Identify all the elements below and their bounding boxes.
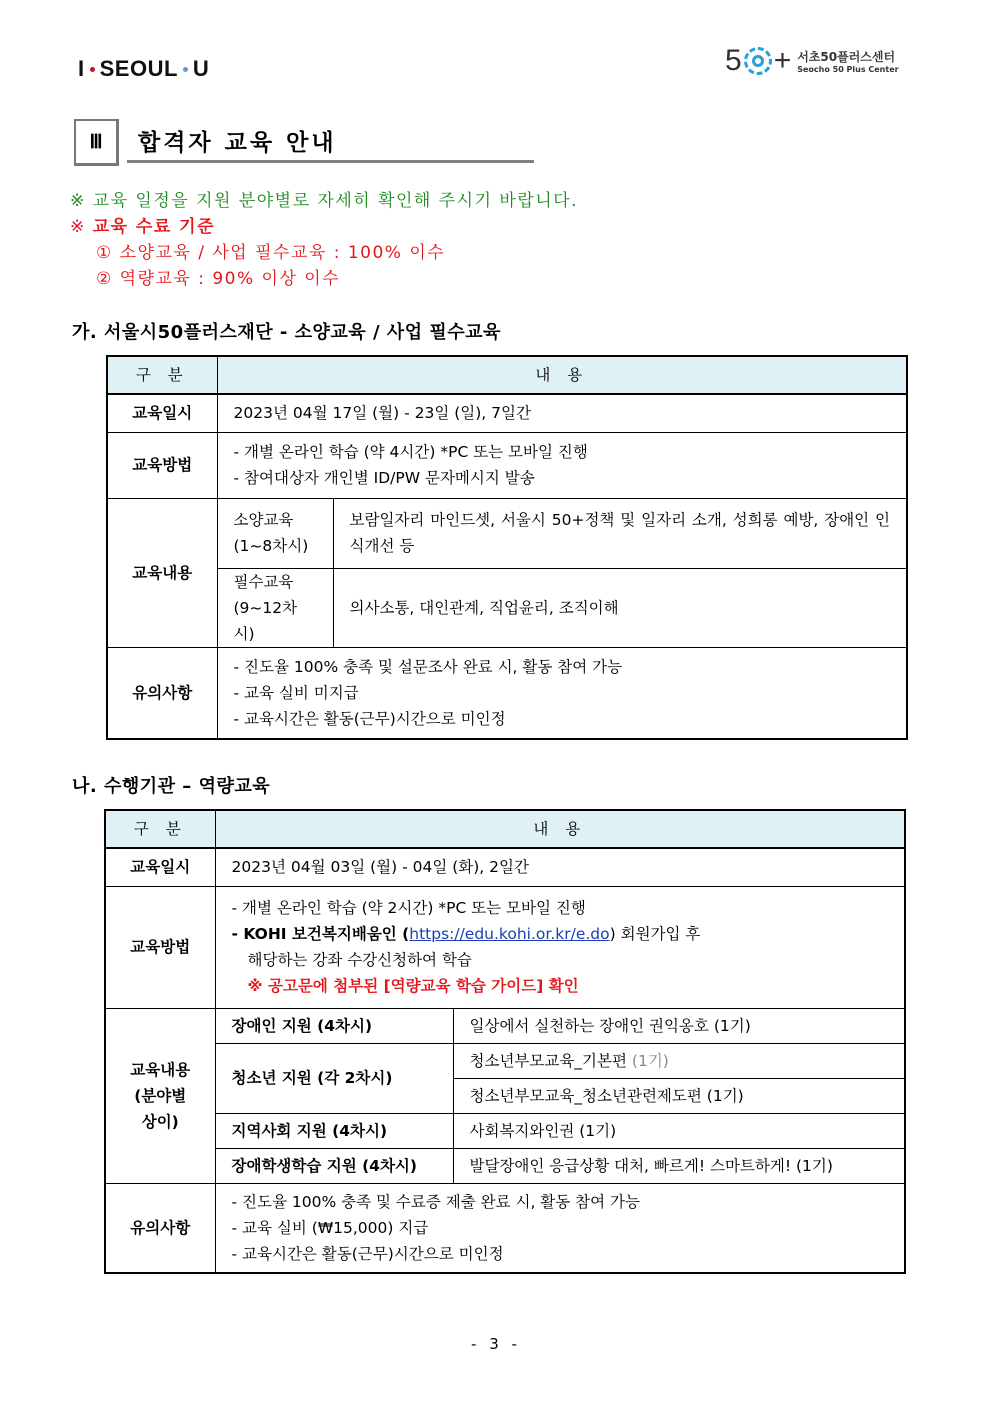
method-line: - 참여대상자 개인별 ID/PW 문자메시지 발송: [233, 469, 535, 487]
content-type-name: 소양교육: [233, 511, 294, 529]
logo-plus: +: [773, 44, 792, 77]
criteria-item-2: ② 역량교육 : 90% 이상 이수: [96, 269, 341, 289]
row-label: 교육방법: [105, 886, 215, 1008]
course-term: (1기): [796, 1156, 833, 1175]
section-underline: [127, 160, 534, 163]
table-header-row: [107, 356, 907, 394]
completion-criteria-heading: [70, 214, 215, 240]
label-line: 교육내용: [130, 1060, 191, 1079]
kohi-label: - KOHI 보건복지배움인 (: [231, 925, 410, 943]
row-label: 교육방법: [107, 432, 217, 498]
course-name: 일상에서 실천하는 장애인 권익옹호: [469, 1016, 709, 1035]
table-row: [105, 886, 905, 1008]
course-name: 사회복지와인권: [469, 1121, 575, 1140]
logo-part-u: U: [192, 56, 210, 81]
content-type: [217, 498, 333, 568]
table-a-title: 가. 서울시50플러스재단 - 소양교육 / 사업 필수교육: [72, 322, 501, 343]
note-line: - 교육 실비 미지급: [233, 683, 359, 702]
course-term: (1기): [706, 1086, 744, 1105]
table-row: [107, 394, 907, 432]
schedule-notice: ※ 교육 일정을 지원 분야별로 자세히 확인해 주시기 바랍니다.: [70, 191, 579, 211]
note-line: - 진도율 100% 충족 및 설문조사 완료 시, 활동 참여 가능: [233, 657, 623, 676]
center-name: [797, 48, 898, 74]
criteria-title: 교육 수료 기준: [92, 217, 216, 237]
header-content: 내 용: [217, 356, 907, 394]
logo-dot-blue: [183, 67, 188, 72]
content-description: 보람일자리 마인드셋, 서울시 50+정책 및 일자리 소개, 성희롱 예방, 장애인 인식개선 등: [333, 498, 907, 568]
header-category: 구 분: [105, 810, 215, 848]
note-line: - 교육시간은 활동(근무)시간으로 미인정: [233, 709, 506, 728]
i-seoul-u-logo: [78, 56, 209, 82]
course-cell: [453, 1113, 905, 1148]
page-number: - 3 -: [471, 1335, 521, 1353]
support-field: 장애학생학습 지원 (4차시): [215, 1148, 453, 1183]
header-content: 내 용: [215, 810, 905, 848]
row-label: [105, 1008, 215, 1183]
table-row: [105, 1148, 905, 1183]
education-method: [215, 886, 905, 1008]
content-type-name: 필수교육: [233, 572, 294, 591]
course-term: (1기): [713, 1016, 751, 1035]
course-term: (1기): [579, 1121, 617, 1140]
label-line: 상이): [141, 1112, 179, 1131]
kohi-link[interactable]: https://edu.kohi.or.kr/e.do: [409, 925, 610, 943]
label-line: (분야별: [134, 1086, 187, 1105]
table-header-row: [105, 810, 905, 848]
table-row: [107, 568, 907, 647]
signup-text: ) 회원가입 후: [609, 925, 701, 943]
section-numeral: Ⅲ: [74, 119, 119, 166]
content-type-sessions: (1~8차시): [233, 537, 309, 555]
logo-five: 5: [725, 44, 742, 77]
logo-dot-red: [90, 67, 95, 72]
method-line: 해당하는 강좌 수강신청하여 학습: [247, 951, 472, 969]
table-row: [107, 647, 907, 739]
table-row: [107, 432, 907, 498]
header-category: 구 분: [107, 356, 217, 394]
table-b: [104, 809, 906, 1274]
row-label: 유의사항: [105, 1183, 215, 1273]
support-field: 청소년 지원 (각 2차시): [215, 1043, 453, 1113]
course-term: (1기): [631, 1051, 669, 1070]
table-row: [105, 848, 905, 886]
method-line: - 개별 온라인 학습 (약 4시간) *PC 또는 모바일 진행: [233, 443, 588, 461]
course-name: 발달장애인 응급상황 대처, 빠르게! 스마트하게!: [469, 1156, 792, 1175]
row-label: 교육일시: [105, 848, 215, 886]
table-b-title: 나. 수행기관 – 역량교육: [72, 776, 271, 797]
section-title: 합격자 교육 안내: [138, 130, 337, 156]
course-cell: [453, 1043, 905, 1078]
content-description: 의사소통, 대인관계, 직업윤리, 조직이해: [333, 568, 907, 647]
center-name-en: Seocho 50 Plus Center: [797, 65, 899, 74]
method-line: [232, 921, 889, 947]
course-name: 청소년부모교육_기본편: [469, 1051, 627, 1070]
note-line: - 진도율 100% 충족 및 수료증 제출 완료 시, 활동 참여 가능: [231, 1192, 640, 1211]
content-type: [217, 568, 333, 647]
content-type-sessions: (9~12차시): [233, 598, 298, 643]
logo-ring-icon: [744, 47, 772, 75]
course-cell: [453, 1148, 905, 1183]
guide-notice: ※ 공고문에 첨부된 [역량교육 학습 가이드] 확인: [247, 977, 579, 995]
course-name: 청소년부모교육_청소년관련제도편: [469, 1086, 702, 1105]
note-line: - 교육시간은 활동(근무)시간으로 미인정: [231, 1244, 504, 1263]
course-cell: [453, 1008, 905, 1043]
education-method: [217, 432, 907, 498]
table-row: [107, 498, 907, 568]
table-row: [105, 1043, 905, 1078]
note-line: - 교육 실비 (₩15,000) 지급: [231, 1218, 429, 1237]
method-line: - 개별 온라인 학습 (약 2시간) *PC 또는 모바일 진행: [231, 899, 586, 917]
seocho-50-plus-logo: [725, 46, 899, 76]
table-a: [106, 355, 908, 740]
course-cell: [453, 1078, 905, 1113]
table-row: [105, 1183, 905, 1273]
table-row: [105, 1008, 905, 1043]
table-row: [105, 1113, 905, 1148]
center-name-ko: 서초50플러스센터: [797, 50, 896, 64]
logo-part-seoul: SEOUL: [99, 56, 178, 81]
logo-part-i: I: [78, 56, 85, 81]
notes-cell: [215, 1183, 905, 1273]
row-label: 교육내용: [107, 498, 217, 647]
row-label: 교육일시: [107, 394, 217, 432]
support-field: 지역사회 지원 (4차시): [215, 1113, 453, 1148]
education-date: 2023년 04월 03일 (월) - 04일 (화), 2일간: [215, 848, 905, 886]
notes-cell: [217, 647, 907, 739]
support-field: 장애인 지원 (4차시): [215, 1008, 453, 1043]
reference-mark: ※: [70, 217, 86, 237]
criteria-item-1: ① 소양교육 / 사업 필수교육 : 100% 이수: [96, 243, 446, 263]
fifty-plus-mark: [725, 46, 791, 76]
education-date: 2023년 04월 17일 (월) - 23일 (일), 7일간: [217, 394, 907, 432]
row-label: 유의사항: [107, 647, 217, 739]
